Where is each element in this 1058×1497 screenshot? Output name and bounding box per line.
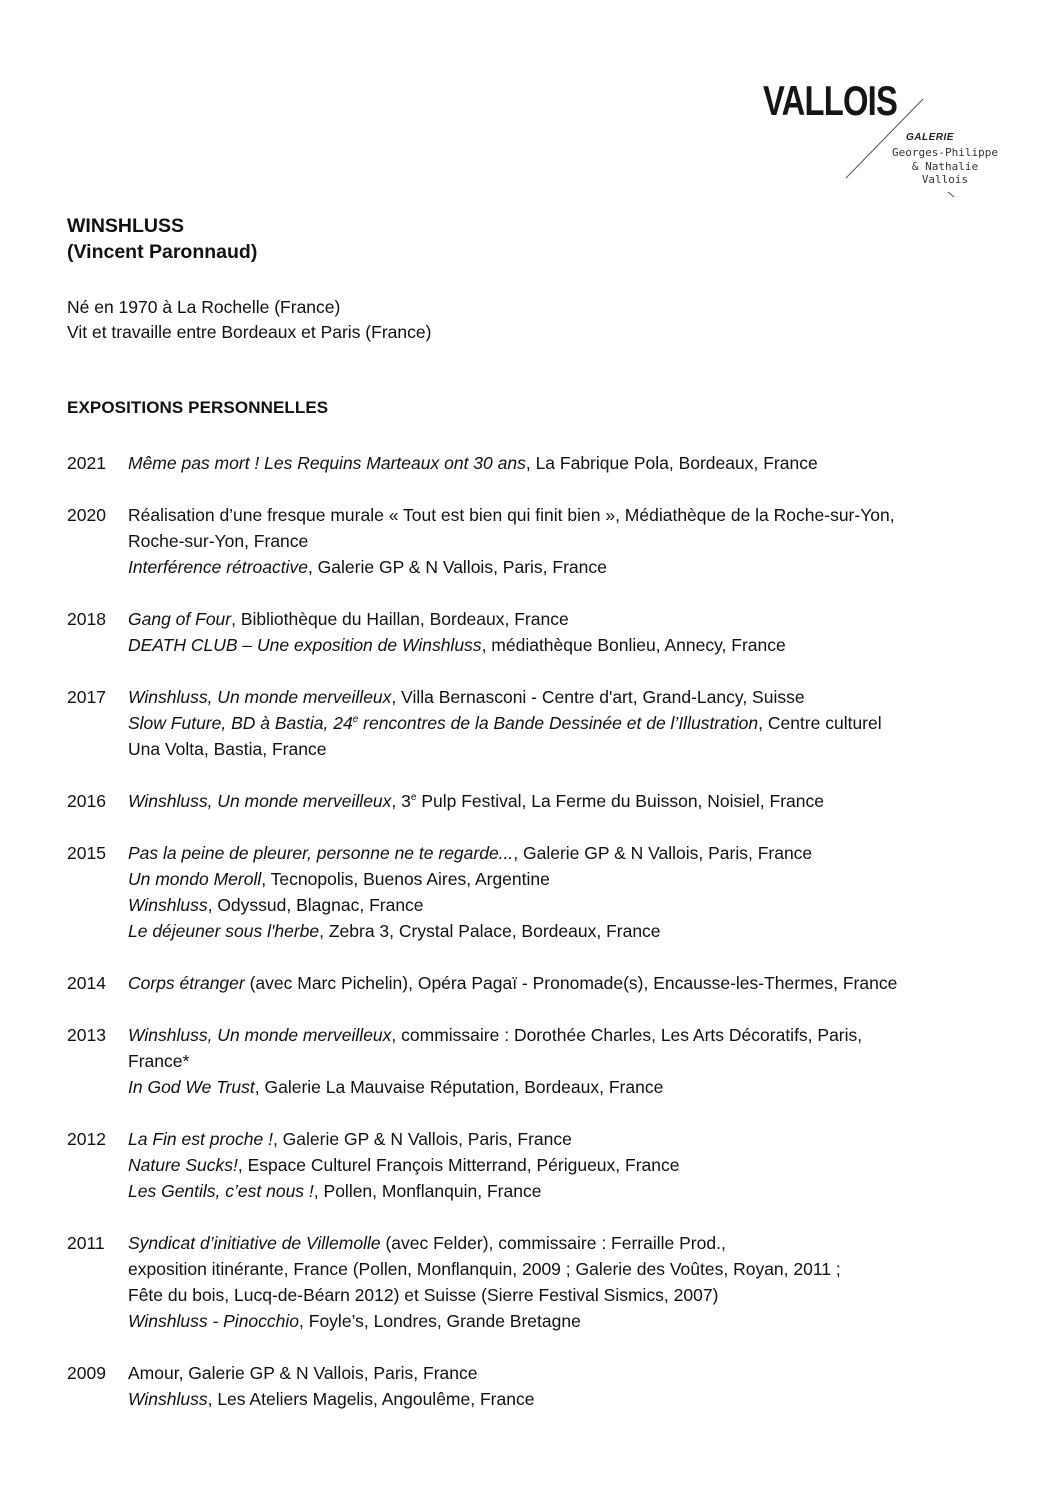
exhibition-lines	[128, 788, 1027, 814]
logo-name-line: Georges-Philippe	[892, 146, 998, 159]
exhibition-title-text: Même pas mort ! Les Requins Marteaux ont 30 ans	[128, 453, 526, 473]
exhibition-detail-text: , commissaire : Dorothée Charles, Les Arts Décoratifs, Paris,	[391, 1025, 863, 1045]
exhibition-title-text: Corps étranger	[128, 973, 245, 993]
year-label: 2017	[67, 687, 106, 707]
year-block	[67, 684, 1027, 762]
exhibition-detail-text: France*	[128, 1051, 190, 1071]
bio-line: Vit et travaille entre Bordeaux et Paris (France)	[67, 322, 432, 342]
year-block	[67, 606, 1027, 658]
artist-bio	[67, 295, 431, 345]
year-label: 2018	[67, 609, 106, 629]
exhibition-line	[128, 1282, 1027, 1308]
exhibition-line	[128, 1360, 1027, 1386]
exhibition-line	[128, 1256, 1027, 1282]
exhibition-title-text: La Fin est proche !	[128, 1129, 273, 1149]
artist-real-name: (Vincent Paronnaud)	[67, 241, 258, 263]
exhibition-line	[128, 892, 1027, 918]
exhibition-detail-text: , 3	[391, 791, 411, 811]
exhibition-line	[128, 866, 1027, 892]
section-title: EXPOSITIONS PERSONNELLES	[67, 398, 329, 417]
exhibition-detail-text: , Bibliothèque du Haillan, Bordeaux, France	[231, 609, 569, 629]
gallery-logo	[760, 77, 1020, 210]
year-label: 2015	[67, 843, 106, 863]
exhibition-detail-text: Amour, Galerie GP & N Vallois, Paris, France	[128, 1363, 478, 1383]
exhibition-title-text: Un mondo Meroll	[128, 869, 262, 889]
exhibition-lines	[128, 1360, 1027, 1412]
exhibition-title-text: Winshluss, Un monde merveilleux	[128, 687, 392, 707]
exhibition-detail-text: , Galerie GP & N Vallois, Paris, France	[272, 1129, 572, 1149]
exhibition-detail-text: (avec Felder), commissaire : Ferraille Prod.,	[380, 1233, 726, 1253]
exhibition-detail-text: Réalisation d’une fresque murale « Tout est bien qui finit bien », Médiathèque de la Roche-sur-Yon,	[128, 505, 895, 525]
exhibition-detail-text: , Foyle’s, Londres, Grande Bretagne	[299, 1311, 581, 1331]
year-block	[67, 840, 1027, 944]
exhibition-detail-text: , Zebra 3, Crystal Palace, Bordeaux, France	[319, 921, 661, 941]
year-block	[67, 970, 1027, 996]
year-block	[67, 1126, 1027, 1204]
exhibition-detail-text: (avec Marc Pichelin), Opéra Pagaï - Pronomade(s), Encausse-les-Thermes, France	[244, 973, 898, 993]
logo-gallery-name	[880, 146, 1010, 187]
exhibition-title-text: Winshluss, Un monde merveilleux	[128, 791, 392, 811]
exhibition-lines	[128, 502, 1027, 580]
exhibition-title-text: Winshluss	[128, 895, 208, 915]
exhibition-lines	[128, 684, 1027, 762]
exhibition-title-text: Winshluss - Pinocchio	[128, 1311, 300, 1331]
year-block	[67, 1230, 1027, 1334]
exhibition-detail-text: Una Volta, Bastia, France	[128, 739, 327, 759]
year-block	[67, 1360, 1027, 1412]
exhibition-detail-text: , Centre culturel	[758, 713, 882, 733]
exhibition-title-text: Interférence rétroactive	[128, 557, 308, 577]
exhibition-line	[128, 554, 1027, 580]
year-label: 2020	[67, 505, 106, 525]
exhibition-line	[128, 1386, 1027, 1412]
exhibition-detail-text: exposition itinérante, France (Pollen, Monflanquin, 2009 ; Galerie des Voûtes, Royan, 2011 ;	[128, 1259, 841, 1279]
exhibition-detail-text: , La Fabrique Pola, Bordeaux, France	[525, 453, 818, 473]
exhibition-title-text: Nature Sucks!	[128, 1155, 238, 1175]
exhibition-detail-text: Pulp Festival, La Ferme du Buisson, Noisiel, France	[416, 791, 824, 811]
exhibition-line	[128, 1048, 1027, 1074]
exhibition-detail-text: , Pollen, Monflanquin, France	[313, 1181, 542, 1201]
exhibition-line	[128, 632, 1027, 658]
exhibition-lines	[128, 1126, 1027, 1204]
exhibition-line	[128, 1074, 1027, 1100]
exhibition-detail-text: , Odyssud, Blagnac, France	[207, 895, 424, 915]
year-label: 2011	[67, 1233, 105, 1253]
year-block	[67, 450, 1027, 476]
logo-wordmark: VALLOIS	[763, 77, 898, 124]
exhibition-detail-text: , Galerie La Mauvaise Réputation, Bordeaux, France	[254, 1077, 664, 1097]
exhibition-detail-text: Roche-sur-Yon, France	[128, 531, 309, 551]
exhibition-title-text: Gang of Four	[128, 609, 232, 629]
year-block	[67, 1022, 1027, 1100]
exhibition-title-text: Syndicat d’initiative de Villemolle	[128, 1233, 381, 1253]
exhibition-line	[128, 1126, 1027, 1152]
year-label: 2014	[67, 973, 106, 993]
exhibition-line	[128, 1230, 1027, 1256]
exhibition-title-text: Le déjeuner sous l'herbe	[128, 921, 320, 941]
exhibition-line	[128, 606, 1027, 632]
year-label: 2021	[67, 453, 106, 473]
year-label: 2012	[67, 1129, 106, 1149]
year-block	[67, 502, 1027, 580]
artist-name: WINSHLUSS	[67, 215, 184, 237]
exhibition-line	[128, 684, 1027, 710]
exhibition-detail-text: , Tecnopolis, Buenos Aires, Argentine	[261, 869, 550, 889]
exhibition-line	[128, 1308, 1027, 1334]
exhibition-title-text: Pas la peine de pleurer, personne ne te regarde...	[128, 843, 514, 863]
exhibition-lines	[128, 1022, 1027, 1100]
logo-name-line: & Nathalie	[911, 159, 979, 173]
exhibition-line	[128, 502, 1027, 528]
exhibition-line	[128, 528, 1027, 554]
exhibition-line	[128, 1152, 1027, 1178]
logo-name-line: Vallois	[921, 173, 969, 186]
exhibition-detail-text: , Galerie GP & N Vallois, Paris, France	[513, 843, 813, 863]
exhibition-lines	[128, 606, 1027, 658]
exhibition-detail-text: Fête du bois, Lucq-de-Béarn 2012) et Suisse (Sierre Festival Sismics, 2007)	[128, 1285, 719, 1305]
exhibition-line	[128, 918, 1027, 944]
exhibition-list	[67, 450, 1027, 1438]
exhibition-title-text: e	[352, 714, 359, 726]
year-label: 2013	[67, 1025, 106, 1045]
exhibition-detail-text: e	[410, 792, 417, 804]
exhibition-detail-text: , Espace Culturel François Mitterrand, Périgueux, France	[237, 1155, 680, 1175]
exhibition-line	[128, 736, 1027, 762]
exhibition-line	[128, 1178, 1027, 1204]
exhibition-line	[128, 970, 1027, 996]
year-label: 2016	[67, 791, 106, 811]
exhibition-lines	[128, 1230, 1027, 1334]
logo-galerie-label: GALERIE	[906, 132, 954, 143]
exhibition-title-text: DEATH CLUB – Une exposition de Winshluss	[128, 635, 482, 655]
exhibition-lines	[128, 840, 1027, 944]
exhibition-title-text: Winshluss	[128, 1389, 208, 1409]
exhibition-title-text: rencontres de la Bande Dessinée et de l’Illustration	[358, 713, 759, 733]
exhibition-line	[128, 450, 1027, 476]
exhibition-line	[128, 1022, 1027, 1048]
year-block	[67, 788, 1027, 814]
exhibition-lines	[128, 970, 1027, 996]
exhibition-title-text: Les Gentils, c’est nous !	[128, 1181, 314, 1201]
bio-line: Né en 1970 à La Rochelle (France)	[67, 297, 341, 317]
year-label: 2009	[67, 1363, 106, 1383]
exhibition-detail-text: , Villa Bernasconi - Centre d'art, Grand-Lancy, Suisse	[391, 687, 805, 707]
exhibition-line	[128, 788, 1027, 814]
exhibition-lines	[128, 450, 1027, 476]
exhibition-line	[128, 710, 1027, 736]
exhibition-line	[128, 840, 1027, 866]
exhibition-title-text: In God We Trust	[128, 1077, 255, 1097]
exhibition-detail-text: , médiathèque Bonlieu, Annecy, France	[481, 635, 786, 655]
exhibition-title-text: Slow Future, BD à Bastia, 24	[128, 713, 353, 733]
exhibition-detail-text: , Galerie GP & N Vallois, Paris, France	[307, 557, 607, 577]
exhibition-detail-text: , Les Ateliers Magelis, Angoulême, France	[207, 1389, 535, 1409]
exhibition-title-text: Winshluss, Un monde merveilleux	[128, 1025, 392, 1045]
artist-heading	[67, 213, 257, 265]
